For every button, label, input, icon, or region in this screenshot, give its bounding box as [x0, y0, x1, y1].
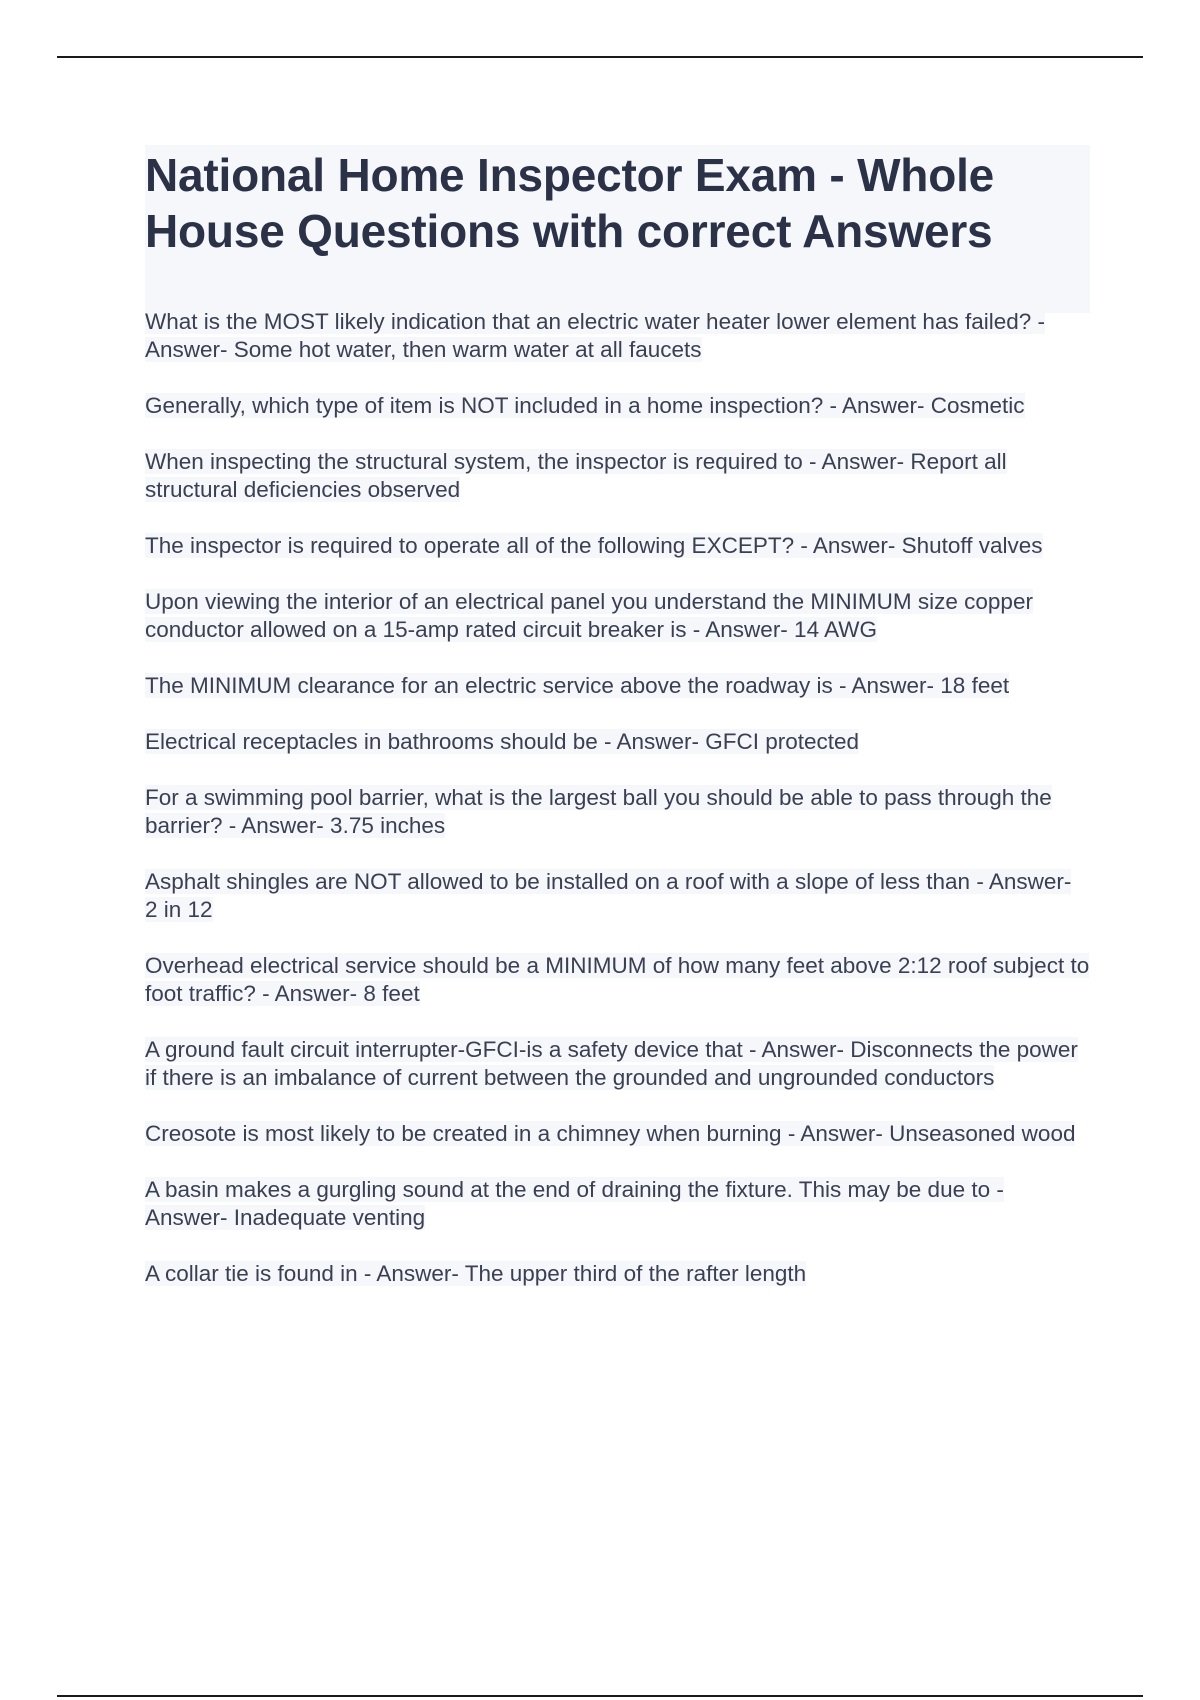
bottom-rule [57, 1695, 1143, 1697]
list-item [145, 952, 1090, 1008]
qa-text: Upon viewing the interior of an electrical panel you understand the MINIMUM size copper conductor allowed on a 15-amp rated circuit breaker is - Answer- 14 AWG [145, 589, 1033, 642]
qa-text: Overhead electrical service should be a MINIMUM of how many feet above 2:12 roof subject to foot traffic? - Answer- 8 feet [145, 953, 1090, 1006]
list-item [145, 392, 1090, 420]
document-title: National Home Inspector Exam - Whole House Questions with correct Answers [145, 149, 995, 257]
title-block [145, 145, 1090, 313]
qa-text: When inspecting the structural system, the inspector is required to - Answer- Report all structural deficiencies observed [145, 449, 1007, 502]
top-rule [57, 56, 1143, 58]
qa-text: For a swimming pool barrier, what is the largest ball you should be able to pass through the barrier? - Answer- 3.75 inches [145, 785, 1052, 838]
qa-list [145, 308, 1090, 1288]
list-item [145, 1120, 1090, 1148]
list-item [145, 1260, 1090, 1288]
qa-text: Electrical receptacles in bathrooms should be - Answer- GFCI protected [145, 729, 860, 754]
qa-text: A collar tie is found in - Answer- The upper third of the rafter length [145, 1261, 807, 1286]
list-item [145, 308, 1090, 364]
list-item [145, 448, 1090, 504]
list-item [145, 672, 1090, 700]
qa-text: A ground fault circuit interrupter-GFCI-is a safety device that - Answer- Disconnects the power if there is an imbalance of current between the grounded and ungrounded conductors [145, 1037, 1078, 1090]
list-item [145, 728, 1090, 756]
list-item [145, 1176, 1090, 1232]
list-item [145, 1036, 1090, 1092]
list-item [145, 868, 1090, 924]
qa-text: A basin makes a gurgling sound at the end of draining the fixture. This may be due to - Answer- Inadequate venting [145, 1177, 1004, 1230]
qa-text: Generally, which type of item is NOT included in a home inspection? - Answer- Cosmetic [145, 393, 1025, 418]
list-item [145, 588, 1090, 644]
qa-text: Asphalt shingles are NOT allowed to be installed on a roof with a slope of less than - Answer- 2 in 12 [145, 869, 1072, 922]
document-body [145, 145, 1090, 1288]
qa-text: The MINIMUM clearance for an electric service above the roadway is - Answer- 18 feet [145, 673, 1010, 698]
qa-text: What is the MOST likely indication that an electric water heater lower element has failed? - Answer- Some hot water, then warm water at all faucets [145, 309, 1045, 362]
qa-text: Creosote is most likely to be created in a chimney when burning - Answer- Unseasoned wood [145, 1121, 1076, 1146]
list-item [145, 532, 1090, 560]
qa-text: The inspector is required to operate all of the following EXCEPT? - Answer- Shutoff valves [145, 533, 1043, 558]
list-item [145, 784, 1090, 840]
